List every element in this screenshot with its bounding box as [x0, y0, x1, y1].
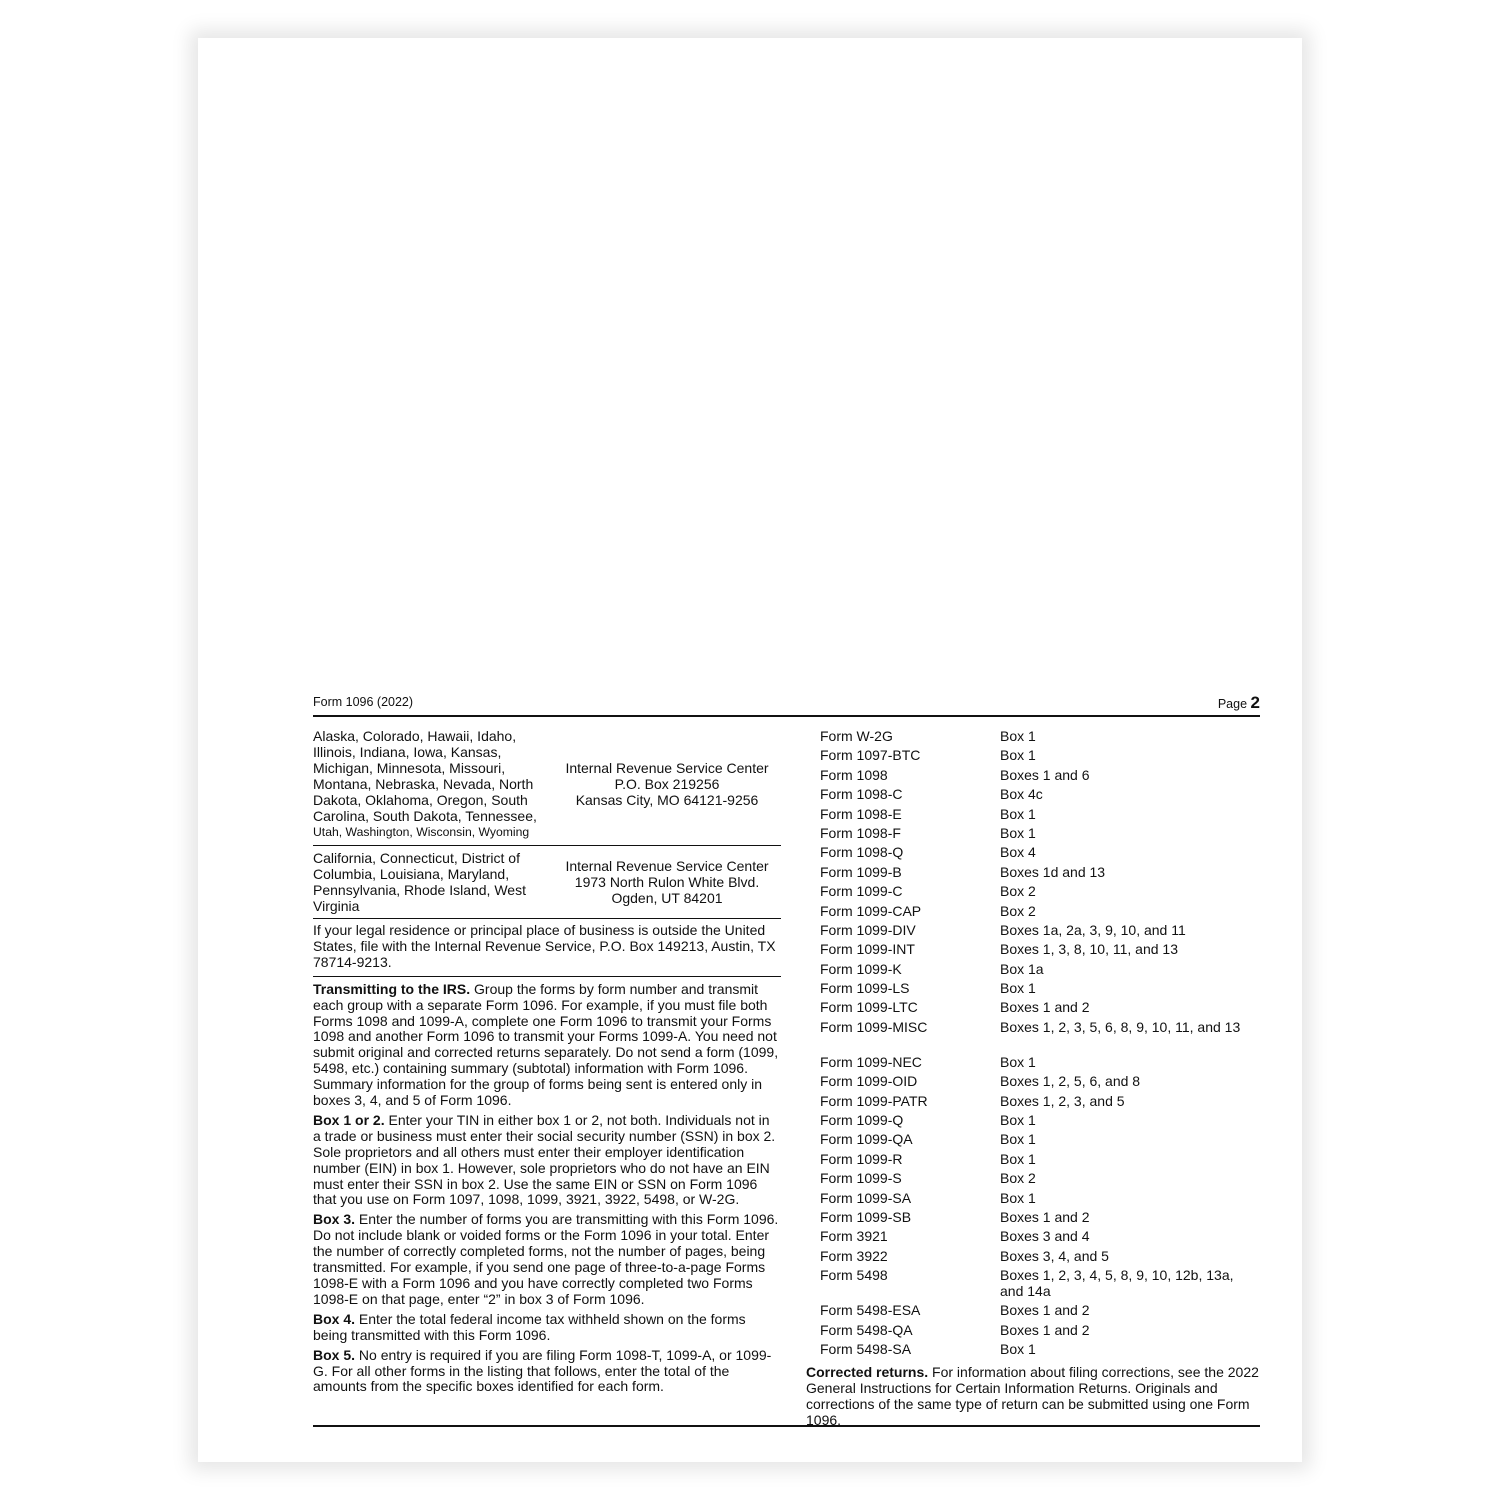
form-box-row — [820, 1113, 1260, 1132]
state-list — [313, 729, 553, 841]
form-boxes: Box 4 — [1000, 844, 1036, 861]
form-boxes: Boxes 1 and 2 — [1000, 1321, 1090, 1338]
form-boxes: Boxes 1, 2, 3, 4, 5, 8, 9, 10, 12b, 13a, and 14a — [1000, 1267, 1234, 1300]
page-number — [1218, 693, 1260, 713]
instruction-paragraph — [313, 1212, 781, 1307]
form-box-row — [820, 865, 1260, 884]
form-box-row — [820, 942, 1260, 961]
form-boxes: Box 1a — [1000, 960, 1044, 977]
form-box-row — [820, 904, 1260, 923]
form-name: Form 5498-SA — [820, 1340, 912, 1357]
form-name: Form 3921 — [820, 1228, 888, 1245]
form-box-row — [820, 748, 1260, 767]
form-name: Form 1098-F — [820, 824, 901, 841]
form-name: Form 1098-C — [820, 786, 903, 803]
form-name: Form 1099-LTC — [820, 999, 918, 1016]
form-name: Form W-2G — [820, 728, 893, 744]
page-number-value: 2 — [1250, 693, 1260, 712]
form-name: Form 1099-DIV — [820, 921, 916, 938]
irs-center-line: Kansas City, MO 64121-9256 — [575, 792, 759, 809]
form-box-row — [820, 884, 1260, 903]
form-boxes: Boxes 1 and 6 — [1000, 766, 1090, 783]
form-boxes: Boxes 3, 4, and 5 — [1000, 1247, 1109, 1264]
form-box-row — [820, 1152, 1260, 1171]
instruction-text: Group the forms by form number and transmit each group with a separate Form 1096. For example, if you must file both Forms 1098 and 1099-A, complete one Form 1096 to transmit your Forms 1098 and another Form 1096 to transmit your Forms 1099-A. You need not submit original and corrected returns separately. Do not send a form (1099, 5498, etc.) containing summary (subtotal) information with Form 1096. Summary information for the group of forms being sent is entered only in boxes 3, 4, and 5 of Form 1096. — [313, 980, 779, 1109]
form-boxes: Box 1 — [1000, 824, 1036, 841]
form-box-row — [820, 826, 1260, 845]
corrected-text: For information about filing corrections, see the 2022 General Instructions for Certain Information Returns. Originals and corrections of the same type of return can be submitted using one Form 1096. — [806, 1364, 1259, 1429]
form-box-row — [820, 807, 1260, 826]
form-box-row — [820, 1249, 1260, 1268]
form-box-row — [820, 1020, 1260, 1055]
form-boxes: Box 2 — [1000, 902, 1036, 919]
form-name: Form 5498 — [820, 1267, 888, 1284]
form-boxes: Box 1 — [1000, 747, 1036, 764]
irs-center-address — [553, 761, 781, 809]
form-name: Form 1099-NEC — [820, 1053, 922, 1070]
irs-center-address — [553, 859, 781, 907]
irs-center-line: P.O. Box 219256 — [614, 776, 720, 793]
form-name: Form 1099-S — [820, 1170, 902, 1187]
form-box-row — [820, 787, 1260, 806]
form-box-row — [820, 1094, 1260, 1113]
form-boxes: Boxes 1 and 2 — [1000, 1208, 1090, 1225]
form-box-row — [820, 845, 1260, 864]
form-boxes: Box 1 — [1000, 1340, 1036, 1357]
form-box-row — [820, 1210, 1260, 1229]
form-name: Form 1099-OID — [820, 1073, 918, 1090]
form-boxes: Box 1 — [1000, 805, 1036, 822]
form-box-rows — [820, 729, 1260, 1361]
form-name: Form 1099-B — [820, 863, 902, 880]
corrected-returns-note — [806, 1365, 1260, 1429]
state-list-small-text: Utah, Washington, Wisconsin, Wyoming — [313, 825, 530, 840]
instruction-text: No entry is required if you are filing Form 1098-T, 1099-A, or 1099-G. For all other forms in the listing that follows, enter the total of the amounts from the specific boxes identified for each form. — [313, 1346, 772, 1395]
form-box-row — [820, 1000, 1260, 1019]
form-box-row — [820, 1191, 1260, 1210]
form-box-row — [820, 768, 1260, 787]
form-box-row — [820, 1342, 1260, 1361]
instruction-heading: Box 4. — [313, 1310, 356, 1327]
form-box-table — [820, 729, 1260, 1361]
form-boxes: Boxes 1, 2, 5, 6, and 8 — [1000, 1073, 1141, 1090]
form-name: Form 1099-R — [820, 1150, 903, 1167]
instruction-paragraph — [313, 1113, 781, 1208]
form-name: Form 1099-K — [820, 960, 902, 977]
form-name: Form 5498-QA — [820, 1321, 913, 1338]
form-name: Form 1098-Q — [820, 844, 904, 861]
bottom-rule — [313, 1425, 1260, 1427]
form-boxes: Boxes 1 and 2 — [1000, 999, 1090, 1016]
form-name: Form 1099-CAP — [820, 902, 922, 919]
instruction-text: Enter the number of forms you are transmitting with this Form 1096. Do not include blank or voided forms or the Form 1096 in your total. Enter the number of correctly completed forms, not the number of pages, being transmitted. For example, if you send one page of three-to-a-page Forms 1098-E with a Form 1096 and you have correctly completed two Forms 1098-E on that page, enter “2” in box 3 of Form 1096. — [313, 1211, 779, 1307]
form-boxes: Boxes 1d and 13 — [1000, 863, 1106, 880]
state-list — [313, 851, 553, 915]
form-name: Form 1099-MISC — [820, 1018, 928, 1035]
instruction-text: Enter your TIN in either box 1 or 2, not both. Individuals not in a trade or business must enter their social security number (SSN) in box 2. Sole proprietors and all others must enter their employer identification number (EIN) in box 1. However, sole proprietors who do not have an EIN must enter their SSN in box 2. Use the same EIN or SSN on Form 1096 that you use on Form 1097, 1098, 1099, 3921, 3922, 5498, or W-2G. — [313, 1111, 776, 1208]
form-boxes: Box 1 — [1000, 1112, 1036, 1129]
address-row — [313, 729, 781, 846]
form-box-row — [820, 981, 1260, 1000]
form-identifier: Form 1096 (2022) — [313, 695, 414, 709]
form-box-row — [820, 1268, 1260, 1303]
form-box-row — [820, 1303, 1260, 1322]
form-box-row — [820, 1229, 1260, 1248]
form-box-row — [820, 962, 1260, 981]
instruction-paragraph — [313, 1312, 781, 1344]
right-column — [806, 729, 1260, 1429]
form-box-row — [820, 923, 1260, 942]
form-name: Form 3922 — [820, 1247, 888, 1264]
instruction-paragraph — [313, 982, 781, 1109]
form-boxes: Boxes 3 and 4 — [1000, 1228, 1090, 1245]
address-row — [313, 846, 781, 919]
page-label: Page — [1217, 697, 1248, 711]
page-header — [313, 693, 1260, 717]
form-boxes: Box 1 — [1000, 1053, 1036, 1070]
irs-center-line: Internal Revenue Service Center — [565, 858, 769, 875]
form-boxes: Box 1 — [1000, 1131, 1036, 1148]
form-box-row — [820, 729, 1260, 748]
irs-center-line: Internal Revenue Service Center — [565, 760, 769, 777]
form-box-row — [820, 1074, 1260, 1093]
form-box-row — [820, 1055, 1260, 1074]
form-boxes: Box 1 — [1000, 1150, 1036, 1167]
form-name: Form 1098 — [820, 766, 888, 783]
form-boxes: Boxes 1a, 2a, 3, 9, 10, and 11 — [1000, 921, 1186, 938]
form-name: Form 1099-QA — [820, 1131, 913, 1148]
form-boxes: Boxes 1, 2, 3, and 5 — [1000, 1092, 1125, 1109]
form-name: Form 1099-Q — [820, 1112, 904, 1129]
irs-center-line: 1973 North Rulon White Blvd. — [574, 874, 760, 891]
instruction-text: Enter the total federal income tax withheld shown on the forms being transmitted with this Form 1096. — [313, 1310, 746, 1343]
form-boxes: Box 2 — [1000, 1170, 1036, 1187]
form-box-row — [820, 1323, 1260, 1342]
form-name: Form 1097-BTC — [820, 747, 921, 764]
form-box-row — [820, 1132, 1260, 1151]
instruction-heading: Box 5. — [313, 1346, 356, 1363]
form-boxes: Box 4c — [1000, 786, 1043, 803]
state-list-text: California, Connecticut, District of Columbia, Louisiana, Maryland, Pennsylvania, Rhode Island, West Virginia — [313, 850, 526, 915]
irs-center-line: Ogden, UT 84201 — [611, 890, 723, 907]
form-name: Form 1099-SB — [820, 1208, 912, 1225]
instruction-heading: Transmitting to the IRS. — [313, 980, 471, 997]
form-boxes: Boxes 1, 2, 3, 5, 6, 8, 9, 10, 11, and 13 — [1000, 1018, 1241, 1035]
form-name: Form 1099-PATR — [820, 1092, 928, 1109]
form-name: Form 1099-LS — [820, 980, 910, 997]
form-boxes: Box 1 — [1000, 728, 1036, 744]
form-boxes: Box 1 — [1000, 1189, 1036, 1206]
form-boxes: Boxes 1 and 2 — [1000, 1302, 1090, 1319]
form-boxes: Box 1 — [1000, 980, 1036, 997]
instruction-heading: Box 1 or 2. — [313, 1111, 385, 1128]
form-name: Form 1099-C — [820, 883, 903, 900]
form-name: Form 1099-SA — [820, 1189, 912, 1206]
form-boxes: Boxes 1, 3, 8, 10, 11, and 13 — [1000, 941, 1178, 958]
form-boxes: Box 2 — [1000, 883, 1036, 900]
form-name: Form 1099-INT — [820, 941, 915, 958]
instruction-paragraph — [313, 1348, 781, 1396]
outside-us-note: If your legal residence or principal place of business is outside the United States, file with the Internal Revenue Service, P.O. Box 149213, Austin, TX 78714-9213. — [313, 919, 781, 977]
instruction-heading: Box 3. — [313, 1211, 356, 1228]
form-name: Form 1098-E — [820, 805, 902, 822]
state-list-text: Alaska, Colorado, Hawaii, Idaho, Illinois, Indiana, Iowa, Kansas, Michigan, Minnesota, Missouri, Montana, Nebraska, Nevada, North Dakota, Oklahoma, Oregon, South Carolina, South Dakota, Tennessee, — [313, 728, 537, 824]
corrected-heading: Corrected returns. — [806, 1364, 929, 1381]
form-name: Form 5498-ESA — [820, 1302, 921, 1319]
left-column — [313, 729, 781, 1395]
form-box-row — [820, 1171, 1260, 1190]
